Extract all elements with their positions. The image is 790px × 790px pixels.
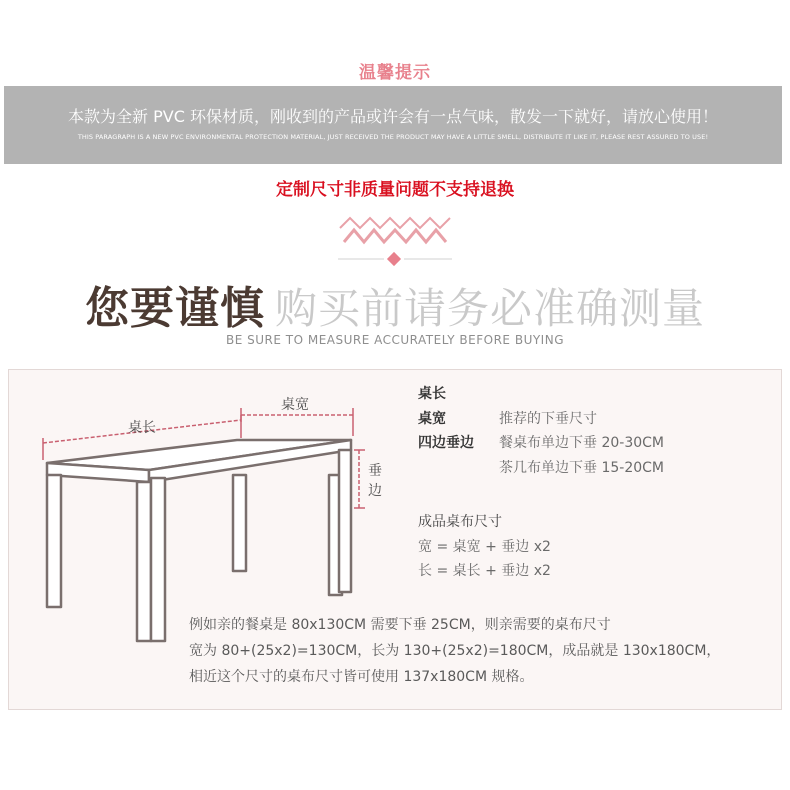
- table-length-label: 桌长: [128, 420, 156, 436]
- info-dining-drop: 餐桌布单边下垂 20-30CM: [499, 435, 664, 451]
- no-return-warning: 定制尺寸非质量问题不支持退换: [276, 180, 514, 200]
- measurement-panel: [8, 369, 782, 710]
- formula-length: 长 = 桌长 + 垂边 x2: [418, 563, 551, 579]
- info-key-width: 桌宽: [418, 411, 446, 427]
- zigzag-ornament: [338, 214, 452, 270]
- formula-title: 成品桌布尺寸: [418, 514, 502, 530]
- info-recommended-drop: 推荐的下垂尺寸: [499, 411, 597, 427]
- example-line-3: 相近这个尺寸的桌布尺寸皆可使用 137x180CM 规格。: [189, 669, 534, 685]
- headline-bold: 您要谨慎: [84, 283, 265, 334]
- drop-label-bottom: 边: [368, 483, 382, 499]
- table-width-label: 桌宽: [281, 397, 309, 413]
- notice-text-en: THIS PARAGRAPH IS A NEW PVC ENVIRONMENTAL PROTECTION MATERIAL, JUST RECEIVED THE PRODUCT MAY HAVE A LITTLE SMELL, DISTRIBUTE IT LIKE IT, PLEASE REST ASSURED TO USE!: [77, 133, 709, 141]
- notice-banner: [4, 86, 782, 164]
- drop-label-top: 垂: [368, 463, 382, 479]
- info-coffee-drop: 茶几布单边下垂 15-20CM: [499, 460, 664, 476]
- info-key-length: 桌长: [418, 386, 446, 402]
- tip-title: 温馨提示: [359, 63, 431, 83]
- example-line-1: 例如亲的餐桌是 80x130CM 需要下垂 25CM，则亲需要的桌布尺寸: [189, 617, 611, 633]
- headline-subtitle: BE SURE TO MEASURE ACCURATELY BEFORE BUYING: [225, 333, 564, 347]
- example-line-2: 宽为 80+(25x2)=130CM，长为 130+(25x2)=180CM，成品就是 130x180CM，: [189, 643, 721, 659]
- headline-light: 购买前请务必准确测量: [274, 284, 705, 333]
- headline: [0, 272, 790, 336]
- notice-text-cn: 本款为全新 PVC 环保材质，刚收到的产品或许会有一点气味，散发一下就好，请放心使用！: [68, 107, 718, 126]
- formula-width: 宽 = 桌宽 + 垂边 x2: [418, 539, 551, 555]
- info-key-drop: 四边垂边: [418, 435, 474, 451]
